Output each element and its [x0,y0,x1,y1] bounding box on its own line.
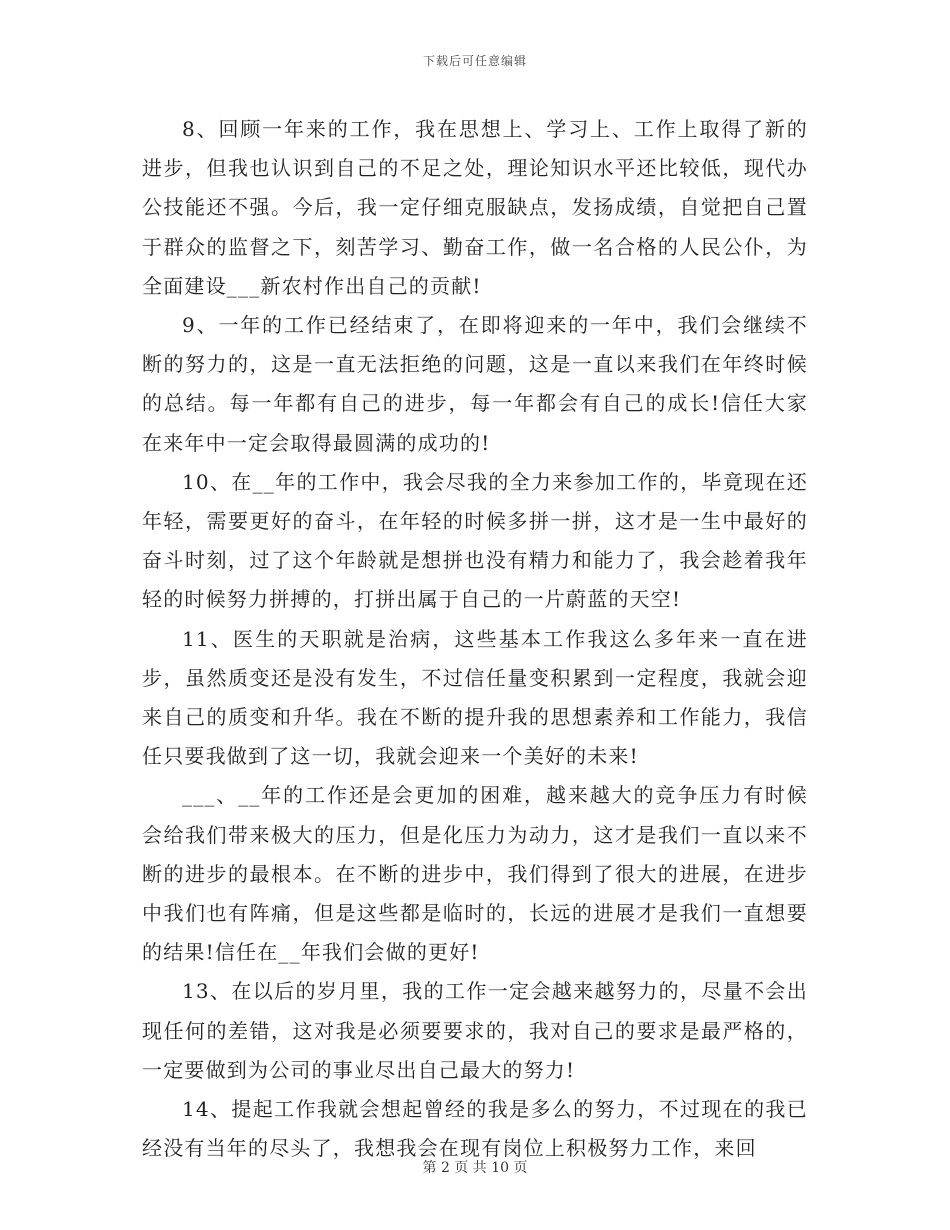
paragraph-12: ___、__年的工作还是会更加的困难，越来越大的竞争压力有时候会给我们带来极大的压力，但是化压力为动力，这才是我们一直以来不断的进步的最根本。在不断的进步中，我们得到了很大的进展，在进步中我们也有阵痛，但是这些都是临时的，长远的进展才是我们一直想要的结果!信任在__年我们会做的更好! [142,783,808,965]
page-header-note: 下载后可任意编辑 [422,54,527,68]
paragraph-14: 14、提起工作我就会想起曾经的我是多么的努力，不过现在的我已经没有当年的尽头了，我想我会在现有岗位上积极努力工作，来回 [142,1097,808,1161]
page-number: 第 2 页 共 10 页 [422,1160,528,1176]
paragraph-10: 10、在__年的工作中，我会尽我的全力来参加工作的，毕竟现在还年轻，需要更好的奋斗，在年轻的时候多拼一拼，这才是一生中最好的奋斗时刻，过了这个年龄就是想拼也没有精力和能力了，我会趁着我年轻的时候努力拼搏的，打拼出属于自己的一片蔚蓝的天空! [142,469,808,612]
paragraph-8: 8、回顾一年来的工作，我在思想上、学习上、工作上取得了新的进步，但我也认识到自己的不足之处，理论知识水平还比较低，现代办公技能还不强。今后，我一定仔细克服缺点，发扬成绩，自觉把自己置于群众的监督之下，刻苦学习、勤奋工作，做一名合格的人民公仆，为全面建设___新农村作出自己的贡献! [142,117,808,298]
document-body [142,110,808,1168]
paragraph-13: 13、在以后的岁月里，我的工作一定会越来越努力的，尽量不会出现任何的差错，这对我是必须要要求的，我对自己的要求是最严格的，一定要做到为公司的事业尽出自己最大的努力! [142,979,808,1082]
paragraph-9: 9、一年的工作已经结束了，在即将迎来的一年中，我们会继续不断的努力的，这是一直无法拒绝的问题，这是一直以来我们在年终时候的总结。每一年都有自己的进步，每一年都会有自己的成长!信任大家在来年中一定会取得最圆满的成功的! [142,313,808,455]
paragraph-11: 11、医生的天职就是治病，这些基本工作我这么多年来一直在进步，虽然质变还是没有发生，不过信任量变积累到一定程度，我就会迎来自己的质变和升华。我在不断的提升我的思想素养和工作能力，我信任只要我做到了这一切，我就会迎来一个美好的未来! [142,626,808,769]
